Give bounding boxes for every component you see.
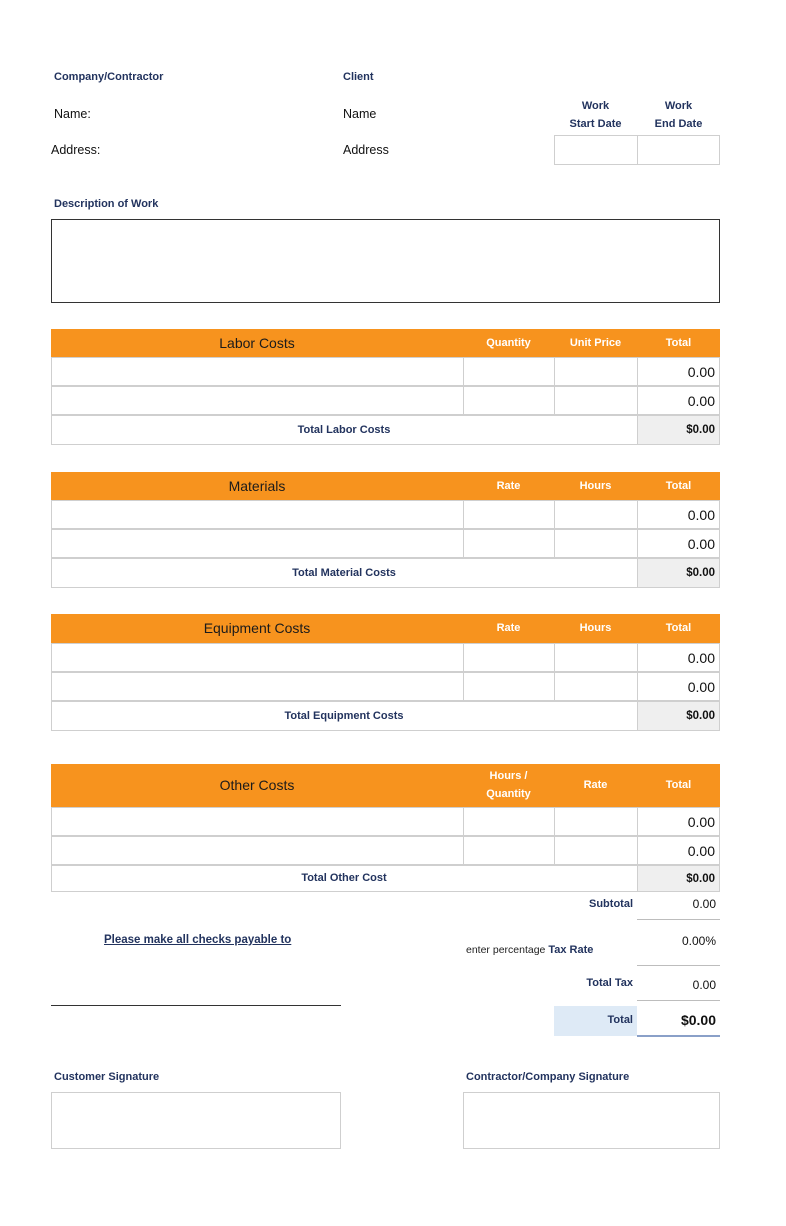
- work-start-line1: Work: [581, 100, 610, 112]
- table-row: [51, 836, 720, 865]
- equipment-rate-header: Rate: [496, 622, 521, 634]
- other-hours-quantity-header: [463, 767, 554, 803]
- equipment-rate-cell[interactable]: [463, 643, 555, 672]
- materials-rate-cell[interactable]: [463, 500, 555, 529]
- other-total-cell[interactable]: 0.00: [637, 807, 720, 836]
- equipment-total-row: [51, 701, 720, 731]
- total-label: Total: [607, 1014, 633, 1026]
- labor-total-row: [51, 415, 720, 445]
- materials-rate-header: Rate: [496, 480, 521, 492]
- table-row: [51, 672, 720, 701]
- equipment-hours-cell[interactable]: [554, 672, 638, 701]
- other-total-cell[interactable]: 0.00: [637, 836, 720, 865]
- total-tax-value: 0.00: [692, 978, 716, 992]
- contractor-name-label: Name:: [54, 107, 91, 121]
- labor-description-cell[interactable]: [51, 386, 464, 415]
- work-end-date-field[interactable]: [637, 135, 720, 165]
- materials-total-cell[interactable]: 0.00: [637, 529, 720, 558]
- total-tax-label: Total Tax: [586, 977, 633, 989]
- materials-description-cell[interactable]: [51, 529, 464, 558]
- materials-hours-cell[interactable]: [554, 529, 638, 558]
- other-rate-cell[interactable]: [554, 807, 638, 836]
- equipment-hours-cell[interactable]: [554, 643, 638, 672]
- equipment-total-cell[interactable]: 0.00: [637, 643, 720, 672]
- total-tax-underline: [637, 1000, 720, 1001]
- client-heading: Client: [343, 71, 374, 83]
- equipment-description-cell[interactable]: [51, 643, 464, 672]
- labor-unit-price-cell[interactable]: [554, 386, 638, 415]
- labor-description-cell[interactable]: [51, 357, 464, 386]
- labor-quantity-cell[interactable]: [463, 357, 555, 386]
- table-row: [51, 643, 720, 672]
- work-end-date-header: [637, 97, 720, 133]
- total-other-cost-value: $0.00: [637, 865, 720, 892]
- total-other-cost-label: Total Other Cost: [301, 872, 387, 884]
- labor-total-header: Total: [665, 337, 692, 349]
- other-total-row: [51, 865, 720, 892]
- labor-total-cell[interactable]: 0.00: [637, 357, 720, 386]
- equipment-description-cell[interactable]: [51, 672, 464, 701]
- total-material-costs-label: Total Material Costs: [292, 567, 396, 579]
- table-row: [51, 357, 720, 386]
- materials-total-row: [51, 558, 720, 588]
- customer-signature-field[interactable]: [51, 1092, 341, 1149]
- customer-signature-label: Customer Signature: [54, 1071, 160, 1083]
- contractor-address-label: Address:: [51, 143, 101, 157]
- contractor-signature-field[interactable]: [463, 1092, 720, 1149]
- materials-header: [51, 472, 720, 500]
- labor-costs-title: Labor Costs: [219, 335, 295, 351]
- client-name-label: Name: [343, 107, 377, 121]
- total-labor-costs-label: Total Labor Costs: [297, 424, 391, 436]
- client-address-label: Address: [343, 143, 389, 157]
- total-labor-costs-value: $0.00: [637, 415, 720, 445]
- equipment-hours-header: Hours: [579, 622, 612, 634]
- company-contractor-heading: Company/Contractor: [54, 71, 164, 83]
- grand-total-value: $0.00: [680, 1012, 716, 1028]
- labor-total-cell[interactable]: 0.00: [637, 386, 720, 415]
- total-underline: [637, 1035, 720, 1037]
- labor-unit-price-cell[interactable]: [554, 357, 638, 386]
- other-hours-quantity-cell[interactable]: [463, 807, 555, 836]
- labor-quantity-header: Quantity: [486, 337, 531, 349]
- materials-total-header: Total: [665, 480, 692, 492]
- checks-payable-line: [51, 1005, 341, 1006]
- total-material-costs-value: $0.00: [637, 558, 720, 588]
- description-of-work-field[interactable]: [51, 219, 720, 303]
- checks-payable-link[interactable]: Please make all checks payable to: [104, 934, 292, 946]
- other-description-cell[interactable]: [51, 836, 464, 865]
- total-equipment-costs-label: Total Equipment Costs: [284, 710, 404, 722]
- total-equipment-costs-value: $0.00: [637, 701, 720, 731]
- table-row: [51, 807, 720, 836]
- materials-description-cell[interactable]: [51, 500, 464, 529]
- tax-rate-row: [466, 944, 593, 956]
- materials-rate-cell[interactable]: [463, 529, 555, 558]
- labor-unit-price-header: Unit Price: [569, 337, 622, 349]
- other-quantity-line: Quantity: [486, 788, 531, 800]
- tax-rate-label: Tax Rate: [548, 944, 594, 956]
- tax-rate-value[interactable]: 0.00%: [681, 934, 716, 948]
- other-hours-quantity-cell[interactable]: [463, 836, 555, 865]
- description-of-work-label: Description of Work: [54, 198, 159, 210]
- subtotal-value: 0.00: [692, 897, 716, 911]
- equipment-rate-cell[interactable]: [463, 672, 555, 701]
- materials-title: Materials: [228, 478, 286, 494]
- table-row: [51, 500, 720, 529]
- work-end-line2: End Date: [654, 118, 703, 130]
- work-start-date-header: [554, 97, 637, 133]
- other-costs-title: Other Costs: [219, 777, 295, 793]
- labor-costs-header: [51, 329, 720, 357]
- tax-rate-underline: [637, 965, 720, 966]
- contractor-signature-label: Contractor/Company Signature: [466, 1071, 630, 1083]
- other-costs-header: [51, 764, 720, 807]
- other-rate-cell[interactable]: [554, 836, 638, 865]
- equipment-costs-header: [51, 614, 720, 643]
- other-rate-header: Rate: [583, 779, 608, 791]
- subtotal-underline: [637, 919, 720, 920]
- subtotal-label: Subtotal: [589, 898, 633, 910]
- other-total-header: Total: [665, 779, 692, 791]
- equipment-costs-title: Equipment Costs: [203, 620, 311, 636]
- work-start-date-field[interactable]: [554, 135, 638, 165]
- equipment-total-header: Total: [665, 622, 692, 634]
- labor-quantity-cell[interactable]: [463, 386, 555, 415]
- materials-total-cell[interactable]: 0.00: [637, 500, 720, 529]
- materials-hours-header: Hours: [579, 480, 612, 492]
- table-row: [51, 529, 720, 558]
- table-row: [51, 386, 720, 415]
- materials-hours-cell[interactable]: [554, 500, 638, 529]
- other-description-cell[interactable]: [51, 807, 464, 836]
- other-hours-line: Hours /: [489, 770, 528, 782]
- equipment-total-cell[interactable]: 0.00: [637, 672, 720, 701]
- work-end-line1: Work: [664, 100, 693, 112]
- work-start-line2: Start Date: [569, 118, 622, 130]
- tax-hint-text: enter percentage: [466, 944, 546, 956]
